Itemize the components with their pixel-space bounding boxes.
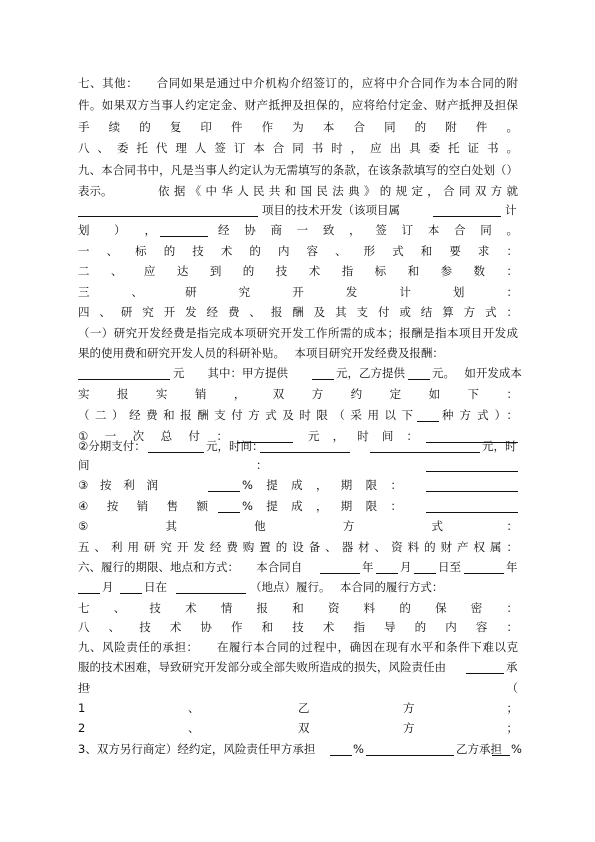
party-a-amount-blank[interactable]	[312, 367, 334, 380]
payment-method-line	[78, 405, 518, 425]
risk-bearer-blank[interactable]	[466, 661, 504, 674]
section-9-line-3	[78, 678, 518, 698]
start-year-blank[interactable]	[320, 561, 360, 574]
risk-option-2-num: 2	[78, 721, 86, 735]
sales-text: ④按销售额	[78, 499, 208, 513]
risk-option-1-sep: 、	[188, 701, 200, 715]
intro-text-a: 表示。	[78, 184, 113, 198]
profit-percent-blank[interactable]	[208, 479, 240, 492]
location-blank[interactable]	[176, 581, 246, 594]
section-8: 八、技术协作和技术指导的内容：	[78, 620, 518, 634]
other-method-text: ⑤其他方式	[78, 519, 443, 533]
lump-sum-time-label: 元，时间：	[308, 429, 418, 443]
section-9-line-1: 九、风险责任的承担： 在履行本合同的过程中，确因在现有水平和条件下难以克	[78, 640, 518, 654]
installment-time-2-blank[interactable]	[426, 459, 518, 472]
funding-text-a: 元 其中：甲方提供	[173, 366, 288, 380]
risk-option-1-end: ；	[506, 701, 518, 715]
risk-option-2-char-b: 方	[403, 721, 415, 735]
party-b-risk-percent-sign: %	[511, 742, 522, 756]
end-month-blank[interactable]	[78, 581, 100, 594]
party-b-risk-label: 乙方承担	[456, 742, 502, 756]
section-2: 二、应达到的技术指标和参数：	[78, 264, 518, 278]
section-6-text-end: （地点）履行。 本合同的履行方式：	[250, 580, 444, 594]
party-b-risk-percent-blank[interactable]	[492, 743, 510, 756]
profit-term-blank[interactable]	[426, 479, 518, 492]
start-year-label: 年	[362, 560, 374, 574]
section-9-line-2	[78, 657, 518, 677]
section-9-text: 服的技术困难，导致研究开发部分或全部失败所造成的损失，风险责任由	[78, 660, 446, 674]
clause-8: 八、委托代理人签订本合同书时，应出具委托证书。	[78, 141, 518, 155]
section-3: 三、研究开发计划：	[78, 285, 518, 299]
risk-option-2-sep: 、	[188, 721, 200, 735]
clause-7-line-2: 件。如果双方当事人约定定金、财产抵押及担保的，应将给付定金、财产抵押及担保	[78, 98, 518, 112]
risk-option-1-char-b: 方	[403, 701, 415, 715]
plan-text-a: 划），	[78, 223, 156, 237]
risk-text-a: 担	[78, 681, 90, 695]
risk-option-1	[78, 698, 518, 718]
section-6-text: 六、履行的期限、地点和方式： 本合同自	[78, 560, 303, 574]
installment-time-label: 元，时间：	[206, 439, 264, 453]
sales-percent-blank[interactable]	[218, 500, 240, 513]
party-b-amount-blank[interactable]	[408, 367, 430, 380]
clause-7-line-3: 手续的复印件作为本合同的附件。	[78, 120, 518, 134]
end-month-label: 月	[102, 580, 114, 594]
installment-text-end: 元，时	[482, 439, 517, 453]
profit-line	[78, 475, 518, 495]
project-category-blank[interactable]	[433, 204, 501, 217]
section-4: 四、研究开发经费、报酬及其支付或结算方式：	[78, 305, 518, 319]
project-text-end: 计	[505, 203, 517, 217]
risk-text-c: （	[506, 681, 518, 695]
payment-method-end: 种方式）：	[442, 408, 518, 422]
payment-method-text: （二）经费和报酬支付方式及时限（采用以下	[78, 408, 413, 422]
party-a-risk-percent-sign: %	[353, 742, 364, 756]
sales-term-label: %提成，期限：	[242, 499, 402, 513]
profit-text: ③按利润	[78, 478, 158, 492]
section-6-line-1	[78, 557, 518, 577]
risk-option-2-char-a: 双	[298, 721, 310, 735]
funding-text-b: 元，乙方提供	[336, 366, 405, 380]
end-day-label: 日在	[144, 580, 167, 594]
plan-text-b: 经协商一致，签订本合同。	[218, 223, 518, 237]
installment-amount-1-blank[interactable]	[148, 440, 204, 453]
start-month-label: 月	[400, 560, 412, 574]
intro-text-b: 依据《中华人民共和国民法典》的规定，合同双方就	[158, 184, 518, 198]
end-year-blank[interactable]	[464, 561, 504, 574]
risk-option-2-end: ；	[506, 721, 518, 735]
party-a-risk-percent-blank[interactable]	[330, 743, 352, 756]
project-line	[78, 200, 518, 220]
risk-option-3-text: 3、双方另行商定）经约定，风险责任甲方承担	[78, 742, 316, 756]
section-7: 七、技术情报和资料的保密：	[78, 601, 518, 615]
installment-time-colon: ：	[256, 458, 268, 472]
installment-time-line	[78, 455, 518, 475]
funding-text-c: 元。 如开发成本	[432, 366, 522, 380]
installment-time-1-blank[interactable]	[260, 440, 350, 453]
plan-line	[78, 220, 518, 240]
plan-blank[interactable]	[160, 224, 208, 237]
installment-text: ②分期支付：	[78, 439, 146, 453]
total-funding-blank[interactable]	[78, 367, 170, 380]
other-method-line	[78, 516, 518, 536]
start-day-blank[interactable]	[414, 561, 436, 574]
section-5: 五、利用研究开发经费购置的设备、器材、资料的财产权属：	[78, 540, 518, 554]
lump-sum-text: ①一次总付：	[78, 429, 228, 443]
start-day-label: 日至	[438, 560, 461, 574]
funding-definition-1: （一）研究开发经费是指完成本项研究开发工作所需的成本；报酬是指本项目开发成	[78, 326, 518, 340]
section-1: 一、标的技术的内容、形式和要求：	[78, 244, 518, 258]
end-year-label: 年	[506, 560, 518, 574]
risk-option-1-char-a: 乙	[298, 701, 310, 715]
sales-line	[78, 496, 518, 516]
end-day-blank[interactable]	[120, 581, 142, 594]
sales-term-blank[interactable]	[426, 500, 518, 513]
clause-9-line-1: 九、本合同书中，凡是当事人约定认为无需填写的条款，在该条款填写的空白处划（）	[78, 163, 518, 177]
project-name-blank[interactable]	[78, 204, 258, 217]
risk-option-1-num: 1	[78, 701, 86, 715]
installment-time-text: 间	[78, 458, 90, 472]
risk-option-3	[78, 739, 522, 759]
section-9-text-end: 承	[506, 660, 518, 674]
start-month-blank[interactable]	[376, 561, 398, 574]
clause-7-line-1: 七、其他： 合同如果是通过中介机构介绍签订的，应将中介合同作为本合同的附	[78, 76, 518, 90]
project-text: 项目的技术开发（该项目属	[262, 203, 400, 217]
reimbursement-line: 实报实销，双方约定如下：	[78, 387, 518, 401]
other-method-colon: ：	[506, 519, 518, 533]
risk-gap-blank[interactable]	[366, 743, 454, 756]
payment-method-blank[interactable]	[417, 409, 439, 422]
profit-term-label: %提成，期限：	[242, 478, 402, 492]
intro-line	[78, 181, 518, 201]
risk-text-b: 。	[86, 676, 98, 690]
risk-option-2	[78, 718, 518, 738]
section-6-line-2	[78, 577, 518, 597]
funding-amount-line	[78, 363, 522, 383]
funding-definition-2: 果的使用费和研究开发人员的科研补贴。 本项目研究开发经费及报酬：	[78, 346, 444, 360]
installment-amount-2-blank[interactable]	[370, 440, 480, 453]
installment-line	[78, 436, 518, 456]
